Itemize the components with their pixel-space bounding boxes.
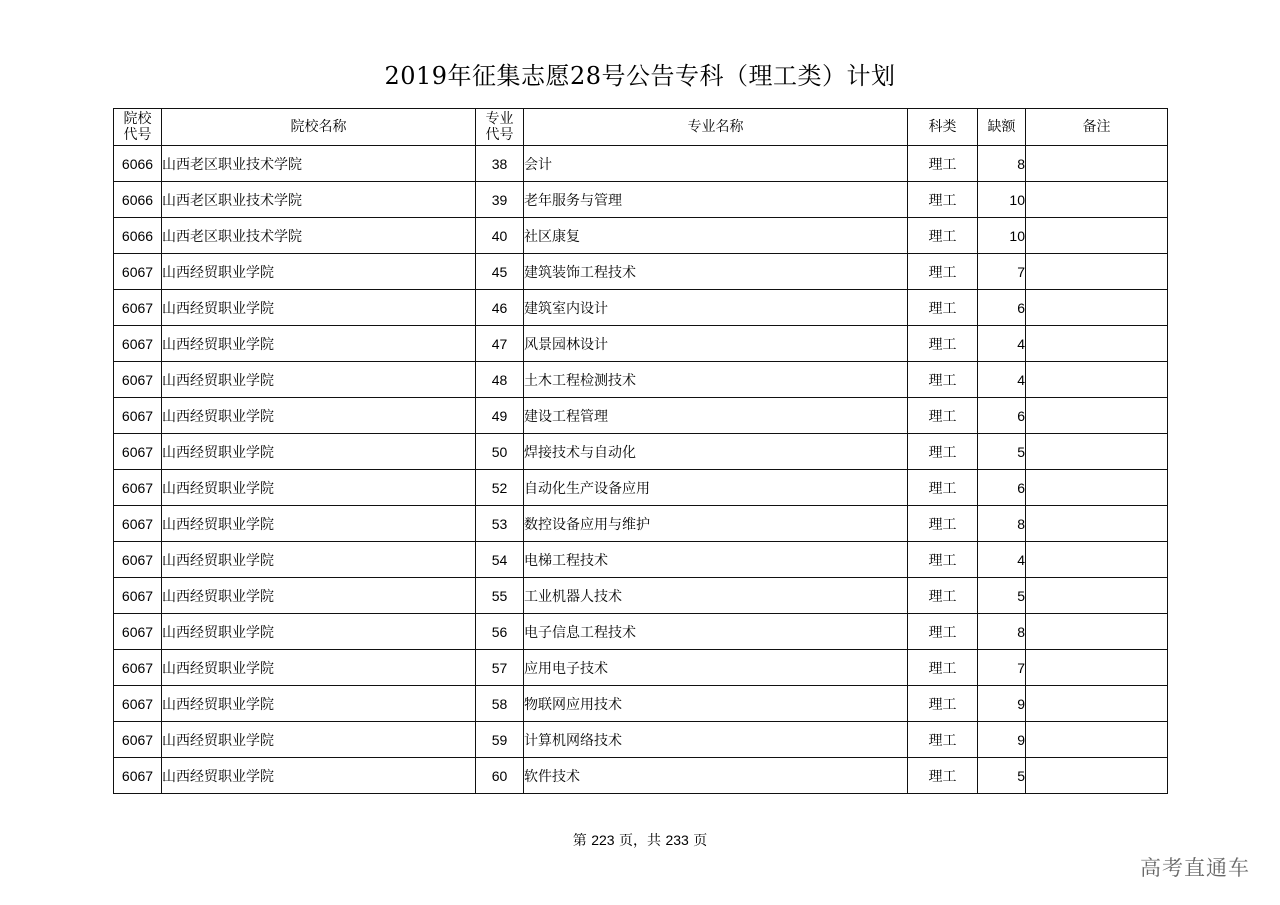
cell-note: [1026, 290, 1168, 326]
table-header-row: [114, 109, 1168, 146]
table-row: [114, 146, 1168, 182]
cell-note: [1026, 686, 1168, 722]
header-school-code: [114, 109, 162, 146]
cell-major-code: 53: [476, 506, 524, 542]
cell-quota: 4: [978, 326, 1026, 362]
cell-major-code: 58: [476, 686, 524, 722]
cell-school-code: 6067: [114, 398, 162, 434]
cell-major-code: 49: [476, 398, 524, 434]
cell-note: [1026, 434, 1168, 470]
cell-category: 理工: [908, 578, 978, 614]
table-row: [114, 290, 1168, 326]
cell-note: [1026, 650, 1168, 686]
table-row: [114, 398, 1168, 434]
cell-school-name: 山西经贸职业学院: [162, 254, 476, 290]
cell-school-code: 6067: [114, 542, 162, 578]
cell-school-code: 6067: [114, 362, 162, 398]
cell-major-name: 数控设备应用与维护: [524, 506, 908, 542]
cell-major-code: 45: [476, 254, 524, 290]
cell-school-name: 山西经贸职业学院: [162, 470, 476, 506]
table-row: [114, 326, 1168, 362]
cell-school-name: 山西经贸职业学院: [162, 542, 476, 578]
cell-quota: 7: [978, 650, 1026, 686]
cell-major-name: 自动化生产设备应用: [524, 470, 908, 506]
cell-school-code: 6066: [114, 146, 162, 182]
header-school-code-line1: 院校: [123, 111, 152, 127]
cell-quota: 5: [978, 758, 1026, 794]
cell-note: [1026, 254, 1168, 290]
cell-major-code: 56: [476, 614, 524, 650]
cell-category: 理工: [908, 614, 978, 650]
cell-note: [1026, 398, 1168, 434]
header-school-code-line2: 代号: [123, 127, 152, 143]
cell-category: 理工: [908, 542, 978, 578]
cell-major-name: 焊接技术与自动化: [524, 434, 908, 470]
cell-note: [1026, 506, 1168, 542]
header-category: 科类: [908, 109, 978, 146]
cell-school-name: 山西经贸职业学院: [162, 686, 476, 722]
table-row: [114, 218, 1168, 254]
cell-school-name: 山西经贸职业学院: [162, 362, 476, 398]
cell-major-code: 50: [476, 434, 524, 470]
plan-table: [113, 108, 1168, 794]
table-body: [114, 146, 1168, 794]
cell-category: 理工: [908, 722, 978, 758]
header-major-code-line1: 专业: [485, 111, 514, 127]
cell-category: 理工: [908, 650, 978, 686]
cell-category: 理工: [908, 254, 978, 290]
cell-major-name: 老年服务与管理: [524, 182, 908, 218]
cell-major-name: 软件技术: [524, 758, 908, 794]
cell-major-code: 57: [476, 650, 524, 686]
cell-school-name: 山西经贸职业学院: [162, 614, 476, 650]
table-row: [114, 686, 1168, 722]
cell-category: 理工: [908, 182, 978, 218]
header-quota: 缺额: [978, 109, 1026, 146]
document-title: 2019年征集志愿28号公告专科（理工类）计划: [384, 62, 896, 90]
cell-major-name: 会计: [524, 146, 908, 182]
cell-quota: 5: [978, 434, 1026, 470]
cell-major-code: 39: [476, 182, 524, 218]
cell-quota: 8: [978, 614, 1026, 650]
cell-school-name: 山西经贸职业学院: [162, 506, 476, 542]
table-row: [114, 182, 1168, 218]
cell-note: [1026, 614, 1168, 650]
cell-school-code: 6067: [114, 722, 162, 758]
cell-school-code: 6067: [114, 686, 162, 722]
cell-quota: 9: [978, 722, 1026, 758]
cell-note: [1026, 362, 1168, 398]
header-major-code-line2: 代号: [485, 127, 514, 143]
cell-school-name: 山西老区职业技术学院: [162, 146, 476, 182]
header-major-name: 专业名称: [524, 109, 908, 146]
cell-category: 理工: [908, 146, 978, 182]
cell-school-code: 6067: [114, 290, 162, 326]
cell-quota: 10: [978, 218, 1026, 254]
watermark-logo-text: 高考直通车: [1140, 856, 1250, 880]
cell-quota: 4: [978, 362, 1026, 398]
cell-major-code: 46: [476, 290, 524, 326]
header-school-name: 院校名称: [162, 109, 476, 146]
footer-page-number: 223: [591, 832, 615, 848]
cell-major-name: 建筑室内设计: [524, 290, 908, 326]
cell-major-name: 电梯工程技术: [524, 542, 908, 578]
header-note: 备注: [1026, 109, 1168, 146]
cell-major-code: 40: [476, 218, 524, 254]
cell-category: 理工: [908, 506, 978, 542]
cell-school-code: 6067: [114, 614, 162, 650]
cell-major-code: 59: [476, 722, 524, 758]
cell-major-code: 54: [476, 542, 524, 578]
header-major-code: [476, 109, 524, 146]
cell-quota: 7: [978, 254, 1026, 290]
page-footer: [0, 830, 1280, 850]
cell-major-name: 建筑装饰工程技术: [524, 254, 908, 290]
footer-mid: 页，共: [619, 833, 661, 849]
cell-major-name: 工业机器人技术: [524, 578, 908, 614]
cell-category: 理工: [908, 398, 978, 434]
cell-quota: 5: [978, 578, 1026, 614]
cell-category: 理工: [908, 218, 978, 254]
cell-school-name: 山西经贸职业学院: [162, 434, 476, 470]
table-row: [114, 722, 1168, 758]
cell-quota: 6: [978, 290, 1026, 326]
cell-major-name: 电子信息工程技术: [524, 614, 908, 650]
cell-note: [1026, 218, 1168, 254]
cell-category: 理工: [908, 686, 978, 722]
table-row: [114, 542, 1168, 578]
table-row: [114, 254, 1168, 290]
cell-major-code: 47: [476, 326, 524, 362]
cell-category: 理工: [908, 290, 978, 326]
cell-note: [1026, 326, 1168, 362]
cell-quota: 4: [978, 542, 1026, 578]
cell-quota: 9: [978, 686, 1026, 722]
cell-category: 理工: [908, 470, 978, 506]
cell-quota: 8: [978, 146, 1026, 182]
cell-school-name: 山西经贸职业学院: [162, 650, 476, 686]
cell-note: [1026, 470, 1168, 506]
cell-school-code: 6067: [114, 434, 162, 470]
cell-school-name: 山西经贸职业学院: [162, 758, 476, 794]
cell-note: [1026, 542, 1168, 578]
cell-category: 理工: [908, 758, 978, 794]
table-row: [114, 470, 1168, 506]
cell-note: [1026, 578, 1168, 614]
cell-school-code: 6067: [114, 578, 162, 614]
cell-school-name: 山西经贸职业学院: [162, 578, 476, 614]
cell-major-code: 52: [476, 470, 524, 506]
cell-major-name: 计算机网络技术: [524, 722, 908, 758]
table-row: [114, 362, 1168, 398]
cell-quota: 8: [978, 506, 1026, 542]
table-row: [114, 506, 1168, 542]
table-row: [114, 434, 1168, 470]
cell-school-name: 山西老区职业技术学院: [162, 182, 476, 218]
cell-school-code: 6067: [114, 254, 162, 290]
cell-school-name: 山西经贸职业学院: [162, 398, 476, 434]
cell-category: 理工: [908, 326, 978, 362]
cell-major-name: 物联网应用技术: [524, 686, 908, 722]
cell-major-name: 土木工程检测技术: [524, 362, 908, 398]
table-row: [114, 758, 1168, 794]
table-row: [114, 614, 1168, 650]
cell-note: [1026, 722, 1168, 758]
cell-category: 理工: [908, 434, 978, 470]
cell-note: [1026, 182, 1168, 218]
footer-prefix: 第: [572, 833, 587, 849]
footer-total-pages: 233: [665, 832, 689, 848]
cell-note: [1026, 758, 1168, 794]
cell-school-name: 山西经贸职业学院: [162, 326, 476, 362]
cell-category: 理工: [908, 362, 978, 398]
table-row: [114, 650, 1168, 686]
cell-school-code: 6067: [114, 326, 162, 362]
cell-school-code: 6067: [114, 470, 162, 506]
cell-major-name: 应用电子技术: [524, 650, 908, 686]
cell-quota: 6: [978, 398, 1026, 434]
cell-school-name: 山西老区职业技术学院: [162, 218, 476, 254]
cell-quota: 6: [978, 470, 1026, 506]
cell-school-code: 6066: [114, 218, 162, 254]
cell-major-code: 48: [476, 362, 524, 398]
cell-school-code: 6067: [114, 650, 162, 686]
cell-school-name: 山西经贸职业学院: [162, 722, 476, 758]
cell-quota: 10: [978, 182, 1026, 218]
footer-suffix: 页: [693, 833, 708, 849]
cell-major-code: 38: [476, 146, 524, 182]
cell-major-code: 60: [476, 758, 524, 794]
cell-school-code: 6067: [114, 506, 162, 542]
cell-school-name: 山西经贸职业学院: [162, 290, 476, 326]
cell-school-code: 6067: [114, 758, 162, 794]
cell-school-code: 6066: [114, 182, 162, 218]
cell-major-name: 建设工程管理: [524, 398, 908, 434]
cell-major-name: 风景园林设计: [524, 326, 908, 362]
cell-note: [1026, 146, 1168, 182]
table-row: [114, 578, 1168, 614]
cell-major-code: 55: [476, 578, 524, 614]
cell-major-name: 社区康复: [524, 218, 908, 254]
